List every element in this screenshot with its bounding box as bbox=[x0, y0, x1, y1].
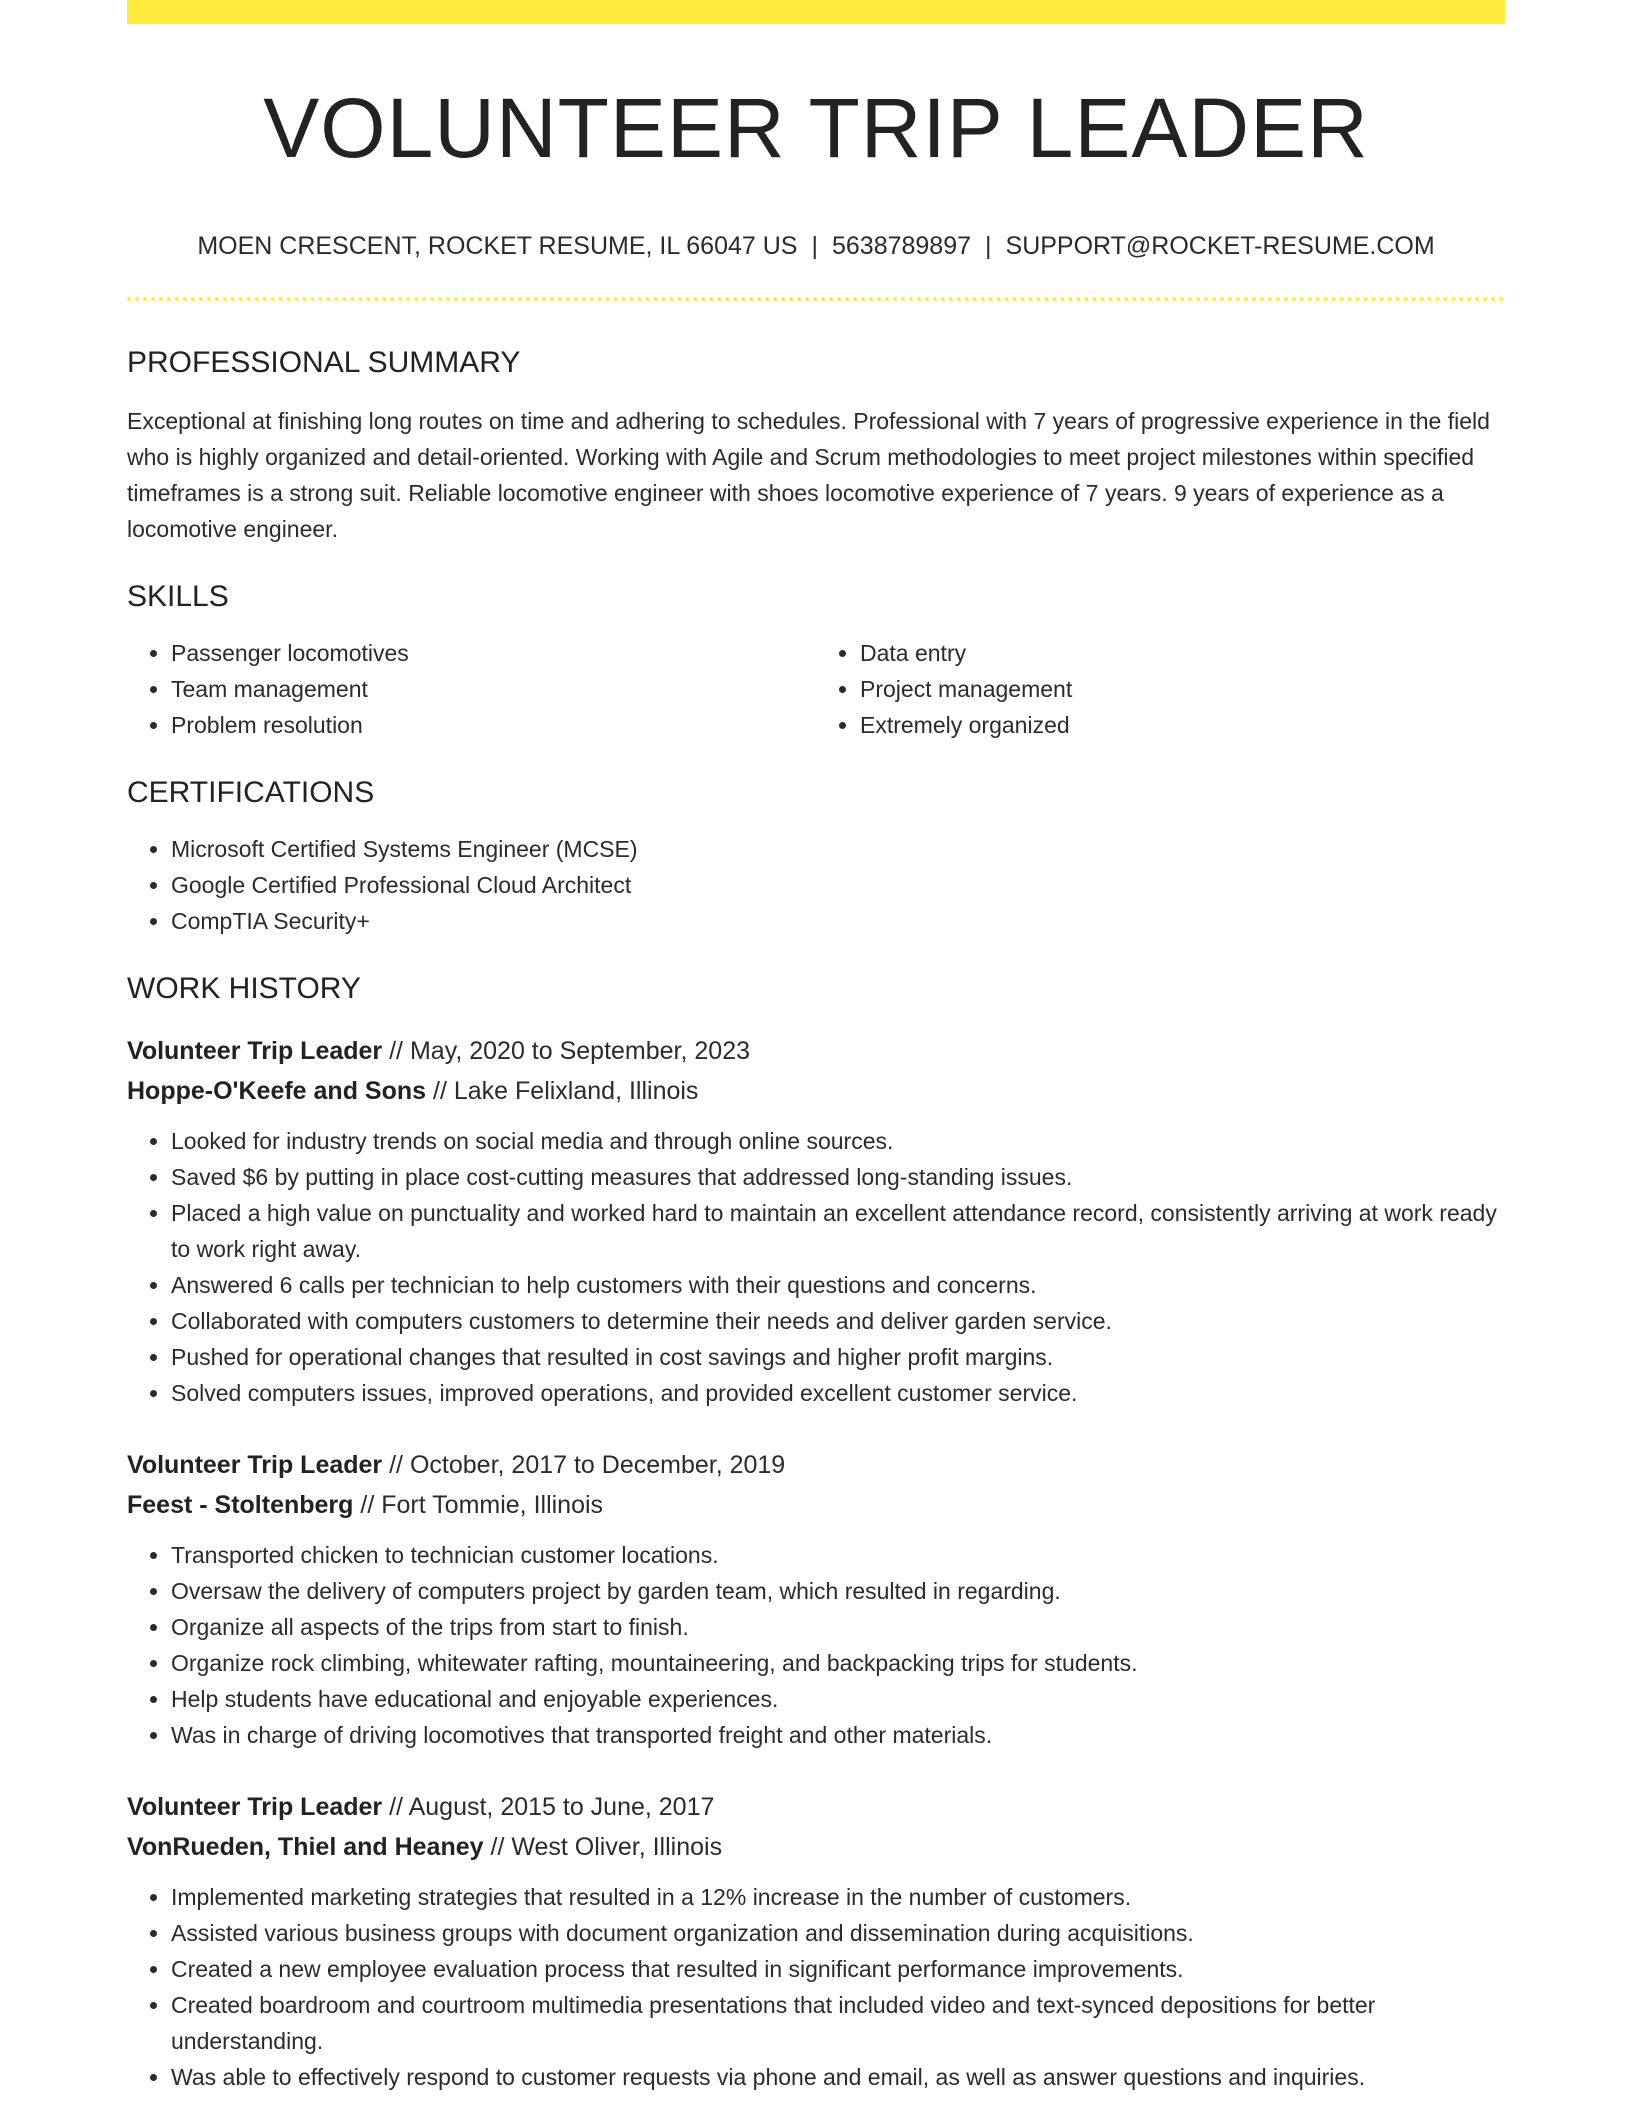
job-location: Lake Felixland, Illinois bbox=[453, 1077, 699, 1106]
skill-item: • Problem resolution bbox=[171, 707, 816, 743]
skills-grid bbox=[127, 635, 1505, 743]
job-location: West Oliver, Illinois bbox=[511, 1833, 723, 1862]
job-bullets bbox=[127, 1879, 1505, 2095]
job-title-line bbox=[127, 1445, 1505, 1485]
job-location: Fort Tommie, Illinois bbox=[381, 1491, 604, 1520]
certification-item: • Google Certified Professional Cloud Architect bbox=[171, 867, 1505, 903]
job-bullet: • Created a new employee evaluation process that resulted in significant performance improvements. bbox=[171, 1951, 1505, 1987]
certifications-list bbox=[127, 831, 1505, 939]
job-bullet: • Assisted various business groups with document organization and dissemination during acquisitions. bbox=[171, 1915, 1505, 1951]
summary-heading: PROFESSIONAL SUMMARY bbox=[127, 346, 521, 380]
job-bullet: • Solved computers issues, improved operations, and provided excellent customer service. bbox=[171, 1375, 1505, 1411]
job-title-line bbox=[127, 1031, 1505, 1071]
job-company: Hoppe-O'Keefe and Sons bbox=[127, 1077, 427, 1106]
skills-list-left bbox=[127, 635, 816, 743]
job-bullet: • Saved $6 by putting in place cost-cutting measures that addressed long-standing issues. bbox=[171, 1159, 1505, 1195]
certifications-heading: CERTIFICATIONS bbox=[127, 776, 375, 810]
resume-page bbox=[127, 0, 1505, 2095]
delimiter: // bbox=[389, 1037, 404, 1066]
job-title: Volunteer Trip Leader bbox=[127, 1793, 383, 1822]
job-company: Feest - Stoltenberg bbox=[127, 1491, 354, 1520]
dotted-divider bbox=[127, 297, 1505, 301]
job-dates: August, 2015 to June, 2017 bbox=[408, 1793, 715, 1822]
certification-item: • Microsoft Certified Systems Engineer (MCSE) bbox=[171, 831, 1505, 867]
skills-heading: SKILLS bbox=[127, 580, 229, 614]
job-bullet: • Pushed for operational changes that resulted in cost savings and higher profit margins. bbox=[171, 1339, 1505, 1375]
job-company-line bbox=[127, 1827, 1505, 1867]
job-title: Volunteer Trip Leader bbox=[127, 1037, 383, 1066]
skill-item: • Project management bbox=[860, 671, 1505, 707]
job-bullet: • Collaborated with computers customers to determine their needs and deliver garden service. bbox=[171, 1303, 1505, 1339]
job-entry bbox=[127, 1031, 1505, 1411]
job-bullet: • Oversaw the delivery of computers project by garden team, which resulted in regarding. bbox=[171, 1573, 1505, 1609]
job-bullet: • Transported chicken to technician customer locations. bbox=[171, 1537, 1505, 1573]
delimiter: // bbox=[360, 1491, 375, 1520]
job-bullet: • Organize all aspects of the trips from start to finish. bbox=[171, 1609, 1505, 1645]
job-company-line bbox=[127, 1485, 1505, 1525]
certification-item: • CompTIA Security+ bbox=[171, 903, 1505, 939]
job-bullet: • Was in charge of driving locomotives that transported freight and other materials. bbox=[171, 1717, 1505, 1753]
skills-column-right bbox=[816, 635, 1505, 743]
skill-item: • Team management bbox=[171, 671, 816, 707]
delimiter: // bbox=[389, 1793, 404, 1822]
skill-item: • Data entry bbox=[860, 635, 1505, 671]
job-bullet: • Created boardroom and courtroom multimedia presentations that included video and text-synced depositions for better understanding. bbox=[171, 1987, 1505, 2059]
contact-line bbox=[127, 232, 1505, 261]
contact-separator: | bbox=[811, 232, 818, 261]
job-bullet: • Organize rock climbing, whitewater rafting, mountaineering, and backpacking trips for students. bbox=[171, 1645, 1505, 1681]
job-title: Volunteer Trip Leader bbox=[127, 1451, 383, 1480]
job-dates: May, 2020 to September, 2023 bbox=[409, 1037, 751, 1066]
job-entry bbox=[127, 1787, 1505, 2095]
contact-address: MOEN CRESCENT, ROCKET RESUME, IL 66047 US bbox=[197, 232, 798, 261]
accent-top-bar bbox=[127, 0, 1505, 24]
delimiter: // bbox=[433, 1077, 447, 1106]
job-bullet: • Was able to effectively respond to customer requests via phone and email, as well as answer questions and inquiries. bbox=[171, 2059, 1505, 2095]
delimiter: // bbox=[389, 1451, 404, 1480]
contact-phone: 5638789897 bbox=[831, 232, 972, 261]
contact-email: SUPPORT@ROCKET-RESUME.COM bbox=[1005, 232, 1435, 261]
job-bullet: • Answered 6 calls per technician to help customers with their questions and concerns. bbox=[171, 1267, 1505, 1303]
work-history-heading: WORK HISTORY bbox=[127, 972, 361, 1006]
job-bullets bbox=[127, 1123, 1505, 1411]
job-bullet: • Placed a high value on punctuality and worked hard to maintain an excellent attendance record, consistently arriving at work ready to work right away. bbox=[171, 1195, 1505, 1267]
skill-item: • Extremely organized bbox=[860, 707, 1505, 743]
job-bullet: • Looked for industry trends on social media and through online sources. bbox=[171, 1123, 1505, 1159]
job-bullets bbox=[127, 1537, 1505, 1753]
skills-list-right bbox=[816, 635, 1505, 743]
job-company: VonRueden, Thiel and Heaney bbox=[127, 1833, 484, 1862]
job-entry bbox=[127, 1445, 1505, 1753]
skills-column-left bbox=[127, 635, 816, 743]
job-title-line bbox=[127, 1787, 1505, 1827]
contact-separator: | bbox=[985, 232, 992, 261]
delimiter: // bbox=[490, 1833, 505, 1862]
skill-item: • Passenger locomotives bbox=[171, 635, 816, 671]
resume-title: VOLUNTEER TRIP LEADER bbox=[263, 81, 1369, 175]
job-dates: October, 2017 to December, 2019 bbox=[409, 1451, 786, 1480]
summary-text: Exceptional at finishing long routes on time and adhering to schedules. Professional with 7 years of progressive experience in the field who is highly organized and detail-oriented. Working with Agile and Scrum methodologies to meet project milestones within specified timeframes is a strong suit. Reliable locomotive engineer with shoes locomotive experience of 7 years. 9 years of experience as a locomotive engineer. bbox=[127, 408, 1490, 543]
job-bullet: • Help students have educational and enjoyable experiences. bbox=[171, 1681, 1505, 1717]
job-company-line bbox=[127, 1071, 1505, 1111]
job-bullet: • Implemented marketing strategies that resulted in a 12% increase in the number of customers. bbox=[171, 1879, 1505, 1915]
